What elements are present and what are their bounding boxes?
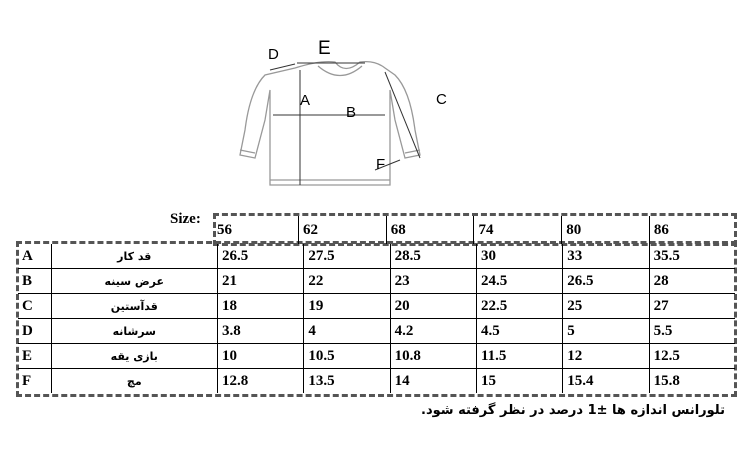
- value-cell: 5.5: [649, 319, 735, 344]
- value-cell: 28: [649, 269, 735, 294]
- row-measure-name: قد کار: [51, 244, 218, 269]
- value-cell: 10.5: [304, 344, 390, 369]
- row-measure-name: قدآستین: [51, 294, 218, 319]
- value-cell: 25: [563, 294, 649, 319]
- value-cell: 5: [563, 319, 649, 344]
- value-cell: 22.5: [476, 294, 562, 319]
- size-table: [18, 244, 735, 393]
- label-f: F: [376, 156, 386, 173]
- value-cell: 18: [218, 294, 304, 319]
- value-cell: 15.8: [653, 372, 680, 389]
- value-cell: 30: [476, 244, 562, 269]
- table-row: [18, 244, 735, 269]
- size-cell: 62: [299, 216, 387, 244]
- table-row: [18, 319, 735, 344]
- value-cell: 11.5: [476, 344, 562, 369]
- table-row: [18, 269, 735, 294]
- size-cell: 86: [653, 221, 669, 238]
- value-cell: 24.5: [476, 269, 562, 294]
- sweater-icon: [225, 30, 465, 200]
- size-cell: 68: [386, 216, 474, 244]
- value-cell: 20: [390, 294, 476, 319]
- size-cell: 80: [562, 216, 650, 244]
- label-c: C: [436, 91, 447, 108]
- row-measure-name: مچ: [51, 369, 218, 394]
- label-e: E: [318, 38, 331, 59]
- value-cell: 35.5: [649, 244, 735, 269]
- size-cell: 56: [213, 216, 299, 244]
- value-cell: 23: [390, 269, 476, 294]
- value-cell: 33: [563, 244, 649, 269]
- table-row: [18, 369, 735, 394]
- value-cell: 12.8: [218, 369, 304, 394]
- value-cell: 15: [476, 369, 562, 394]
- label-b: B: [346, 104, 357, 121]
- value-cell: 14: [390, 369, 476, 394]
- table-row: [18, 294, 735, 319]
- row-letter: D: [18, 319, 51, 344]
- value-cell: 15.4: [563, 369, 649, 394]
- size-label: Size:: [170, 211, 201, 227]
- garment-diagram: [225, 30, 465, 200]
- row-measure-name: سرشانه: [51, 319, 218, 344]
- row-letter: C: [18, 294, 51, 319]
- row-letter: E: [18, 344, 51, 369]
- size-header: [213, 216, 735, 244]
- value-cell: 26.5: [218, 244, 304, 269]
- value-cell: 27.5: [304, 244, 390, 269]
- row-letter: A: [18, 244, 51, 269]
- value-cell: 27: [649, 294, 735, 319]
- tolerance-note: تلورانس اندازه ها ±1 درصد در نظر گرفته شود.: [421, 403, 725, 418]
- value-cell: 10: [218, 344, 304, 369]
- table-row: [18, 344, 735, 369]
- value-cell: 19: [304, 294, 390, 319]
- value-cell: 26.5: [563, 269, 649, 294]
- value-cell: 13.5: [304, 369, 390, 394]
- value-cell: 4.5: [476, 319, 562, 344]
- row-measure-name: عرض سینه: [51, 269, 218, 294]
- size-cell: 74: [474, 216, 562, 244]
- value-cell: 12: [563, 344, 649, 369]
- value-cell: 28.5: [390, 244, 476, 269]
- label-a: A: [300, 92, 311, 109]
- row-letter: B: [18, 269, 51, 294]
- value-cell: 4: [304, 319, 390, 344]
- value-cell: 3.8: [218, 319, 304, 344]
- row-letter: F: [18, 369, 51, 394]
- label-d: D: [268, 46, 279, 63]
- row-measure-name: بازی یقه: [51, 344, 218, 369]
- value-cell: 12.5: [649, 344, 735, 369]
- value-cell: 10.8: [390, 344, 476, 369]
- value-cell: 21: [218, 269, 304, 294]
- value-cell: 22: [304, 269, 390, 294]
- value-cell: 4.2: [390, 319, 476, 344]
